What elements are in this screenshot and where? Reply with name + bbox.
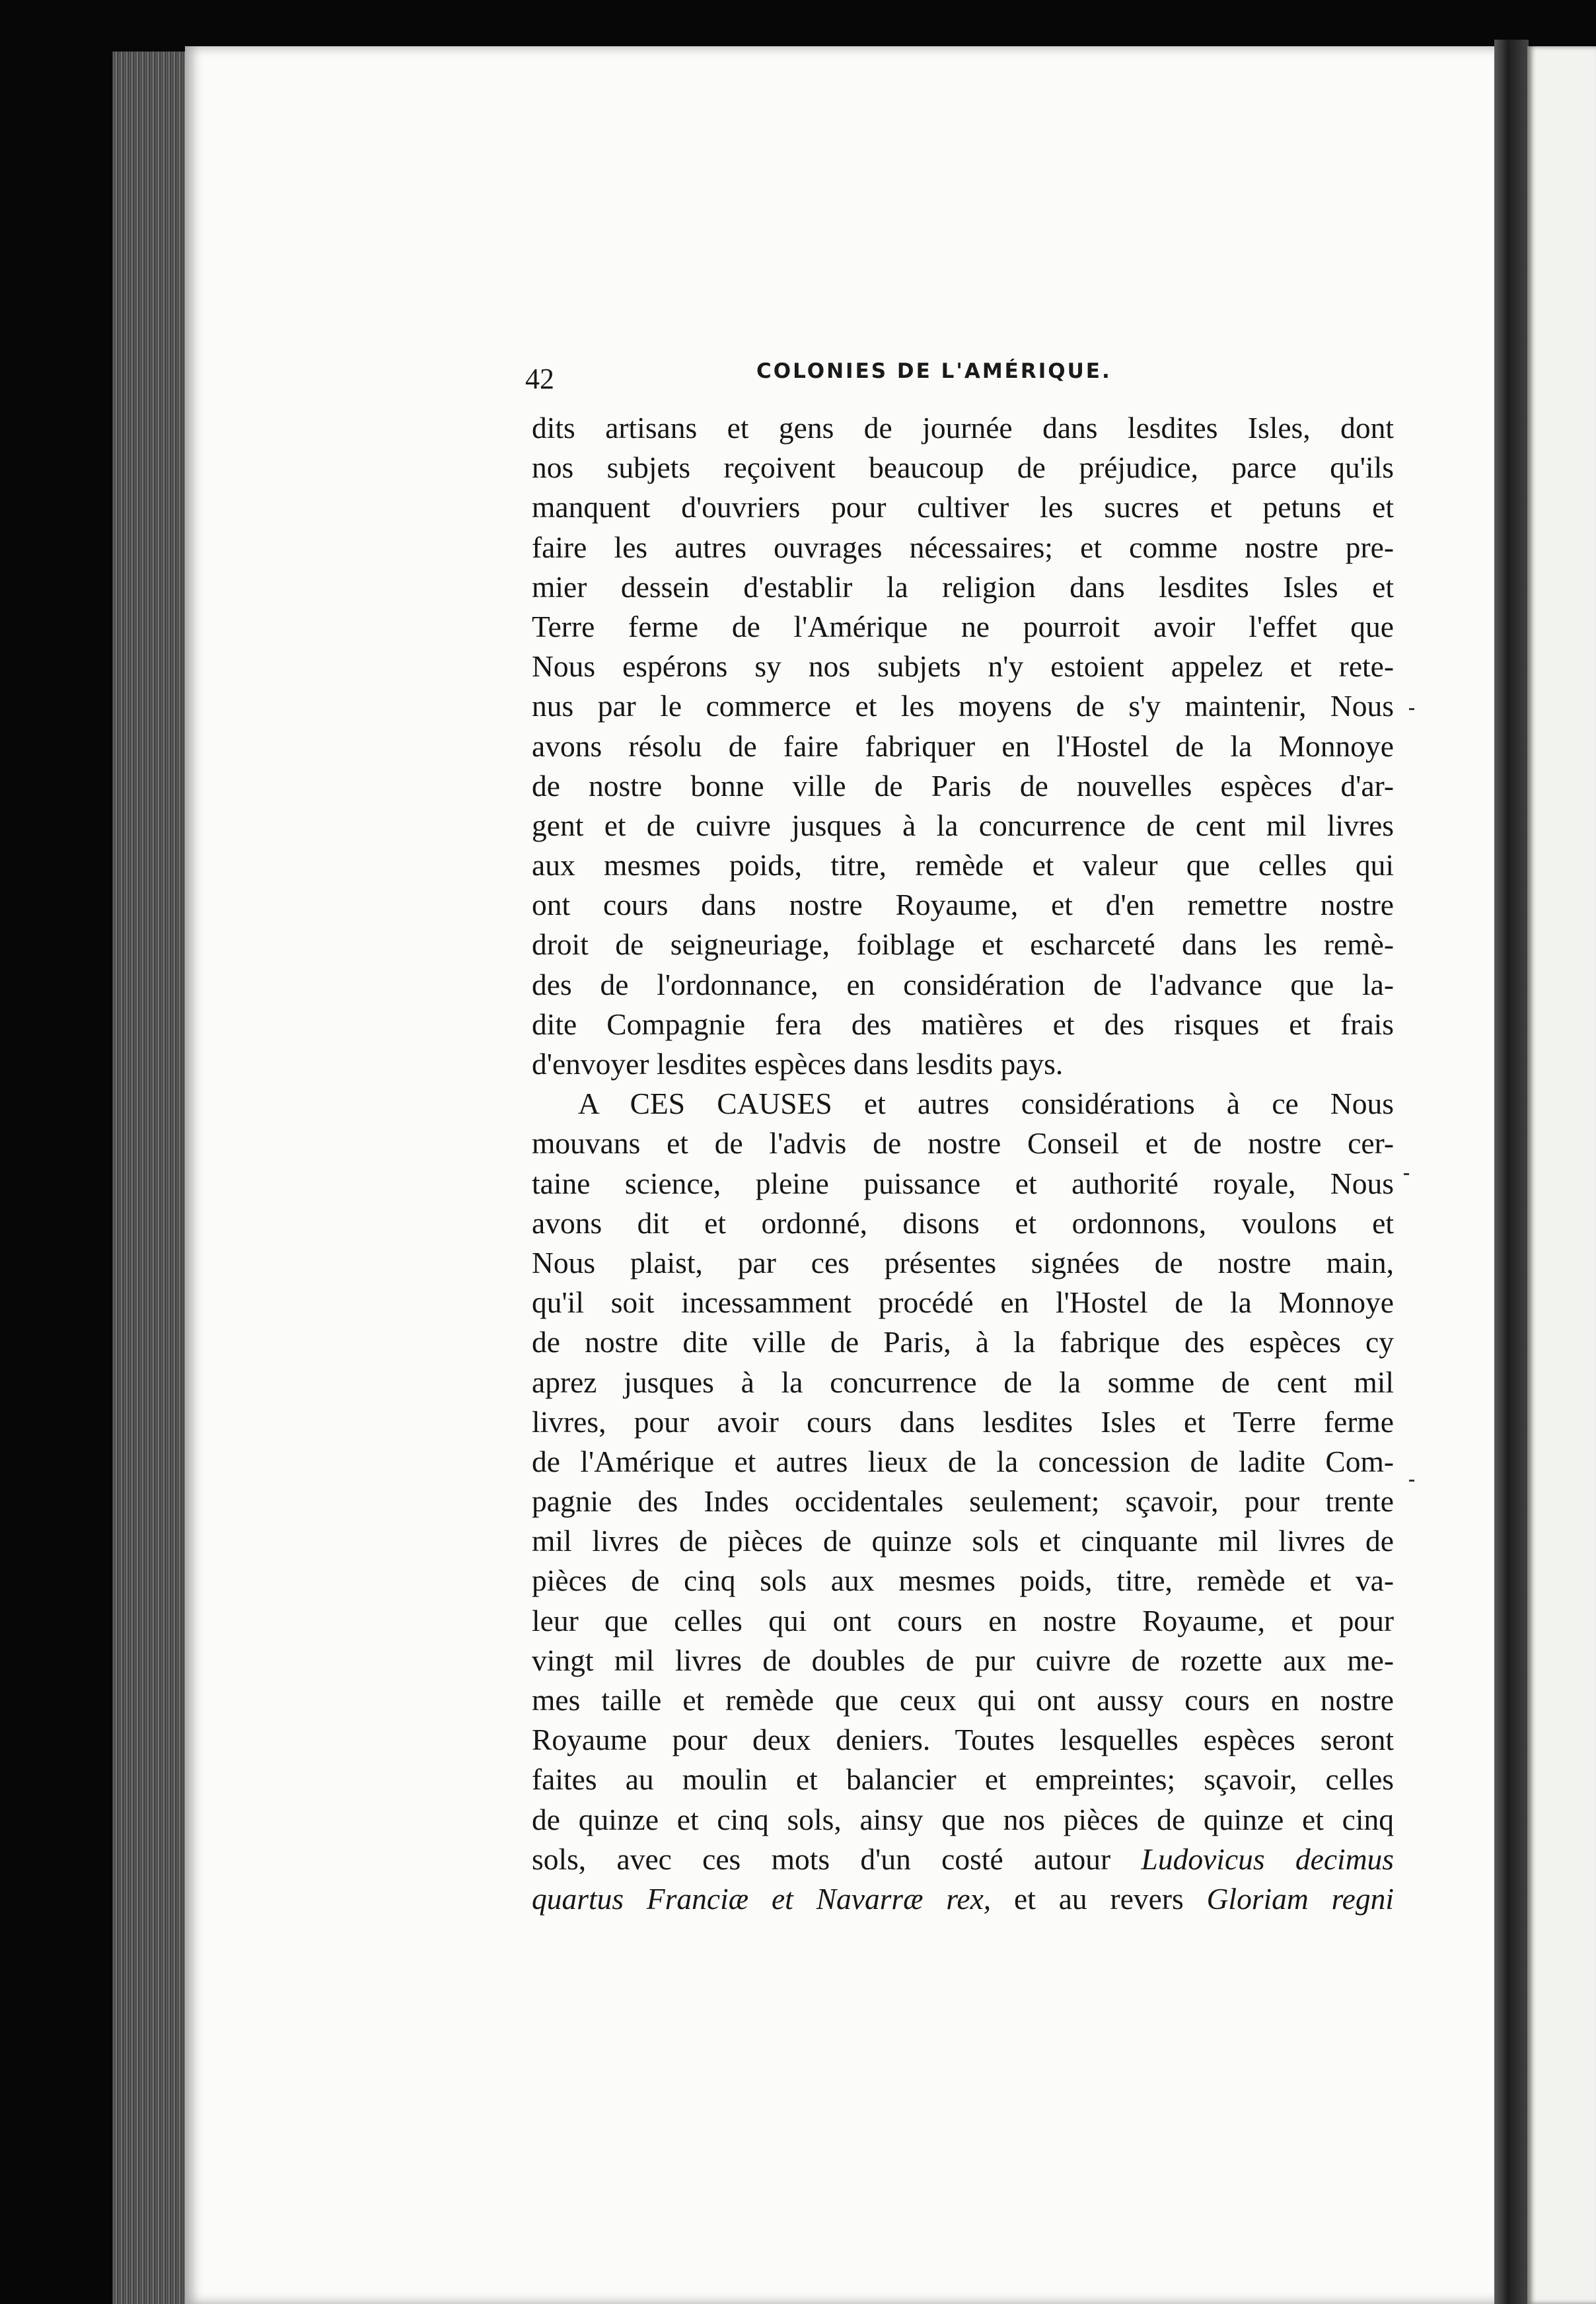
text-line: aux mesmes poids, titre, remède et valeur que celles qui <box>532 848 1394 882</box>
page-number: 42 <box>525 363 554 395</box>
text-line: mier dessein d'establir la religion dans lesdites Isles et <box>532 569 1394 604</box>
text-line: dite Compagnie fera des matières et des risques et frais <box>532 1007 1394 1041</box>
text-line: d'envoyer lesdites espèces dans lesdits pays. <box>532 1047 1064 1081</box>
text-line: faites au moulin et balancier et empreintes; sçavoir, celles <box>532 1762 1394 1797</box>
text-line <box>532 1879 1394 1919</box>
text-line: A CES CAUSES et autres considérations à ce Nous <box>578 1087 1394 1121</box>
italic-text-run: quartus Franciæ et Navarræ rex, <box>532 1881 992 1916</box>
text-line: taine science, pleine puissance et authorité royale, Nous <box>532 1166 1394 1200</box>
text-line: ont cours dans nostre Royaume, et d'en remettre nostre <box>532 888 1394 922</box>
text-line: droit de seigneuriage, foiblage et escharceté dans les remè- <box>532 927 1394 962</box>
text-line: vingt mil livres de doubles de pur cuivre de rozette aux me- <box>532 1643 1394 1677</box>
text-line: de nostre dite ville de Paris, à la fabrique des espèces cy <box>532 1325 1394 1359</box>
text-line: aprez jusques à la concurrence de la somme de cent mil <box>532 1365 1394 1399</box>
text-line: avons dit et ordonné, disons et ordonnons, voulons et <box>532 1206 1394 1240</box>
text-line: Nous plaist, par ces présentes signées de nostre main, <box>532 1245 1394 1279</box>
text-line: de quinze et cinq sols, ainsy que nos pièces de quinze et cinq <box>532 1802 1394 1836</box>
text-line: Nous espérons sy nos subjets n'y estoient appelez et rete- <box>532 649 1394 684</box>
text-line: de l'Amérique et autres lieux de la concession de ladite Com- <box>532 1444 1394 1478</box>
text-line: pièces de cinq sols aux mesmes poids, titre, remède et va- <box>532 1564 1394 1598</box>
running-title: COLONIES DE L'AMÉRIQUE. <box>756 359 1112 383</box>
text-line: Royaume pour deux deniers. Toutes lesquelles espèces seront <box>532 1723 1394 1757</box>
text-line: des de l'ordonnance, en considération de l'advance que la- <box>532 967 1394 1001</box>
body-text <box>532 408 1394 1919</box>
text-line: gent et de cuivre jusques à la concurrence de cent mil livres <box>532 808 1394 842</box>
text-line: faire les autres ouvrages nécessaires; et comme nostre pre- <box>532 530 1394 564</box>
text-line: leur que celles qui ont cours en nostre Royaume, et pour <box>532 1603 1394 1638</box>
text-line: livres, pour avoir cours dans lesdites Isles et Terre ferme <box>532 1404 1394 1439</box>
book-page-edges <box>112 52 192 2304</box>
margin-mark <box>1404 1173 1409 1175</box>
text-line: mouvans et de l'advis de nostre Conseil et de nostre cer- <box>532 1126 1394 1161</box>
text-line: Terre ferme de l'Amérique ne pourroit avoir l'effet que <box>532 609 1394 643</box>
margin-mark <box>1409 708 1414 710</box>
text-line: nus par le commerce et les moyens de s'y maintenir, Nous <box>532 689 1394 723</box>
binding-gutter <box>1494 40 1529 2304</box>
text-line: nos subjets reçoivent beaucoup de préjudice, parce qu'ils <box>532 450 1394 485</box>
text-line: mes taille et remède que ceux qui ont aussy cours en nostre <box>532 1683 1394 1717</box>
text-line: manquent d'ouvriers pour cultiver les sucres et petuns et <box>532 490 1394 524</box>
text-run: sols, avec ces mots d'un costé autour <box>532 1842 1142 1876</box>
text-run: et au revers <box>991 1881 1207 1916</box>
text-line <box>532 1840 1394 1879</box>
text-line: de nostre bonne ville de Paris de nouvelles espèces d'ar- <box>532 768 1394 803</box>
facing-page-edge <box>1527 46 1596 2304</box>
text-line: mil livres de pièces de quinze sols et cinquante mil livres de <box>532 1524 1394 1558</box>
text-line: pagnie des Indes occidentales seulement; sçavoir, pour trente <box>532 1484 1394 1519</box>
text-line: dits artisans et gens de journée dans lesdites Isles, dont <box>532 411 1394 445</box>
text-line: avons résolu de faire fabriquer en l'Hostel de la Monnoye <box>532 729 1394 763</box>
text-line: qu'il soit incessamment procédé en l'Hostel de la Monnoye <box>532 1285 1394 1320</box>
italic-text-run: Gloriam regni <box>1206 1881 1395 1916</box>
margin-mark <box>1409 1480 1414 1482</box>
italic-text-run: Ludovicus decimus <box>1141 1842 1395 1876</box>
